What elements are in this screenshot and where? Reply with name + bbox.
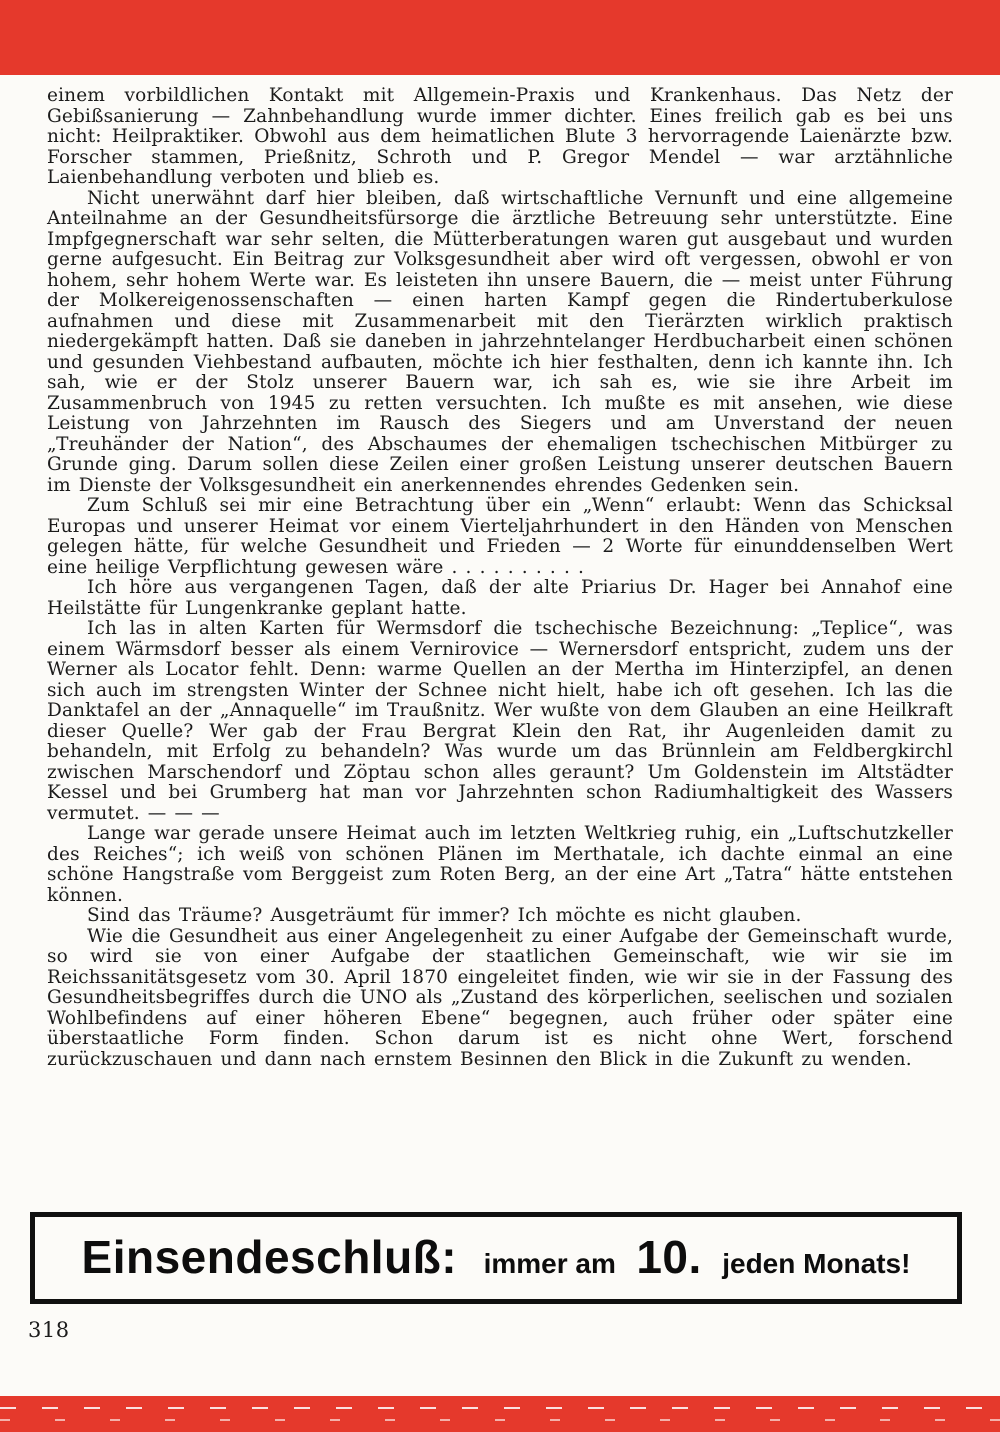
deadline-headline: Einsendeschluß: (81, 1231, 458, 1283)
deadline-tail-text: jeden Monats! (722, 1248, 911, 1279)
paragraph: Wie die Gesundheit aus einer Angelegenheit zu einer Aufgabe der Gemeinschaft wurde, so wird sie von einer Aufgabe der staatlichen Gemeinschaft, wie wir sie im Reichssanitätsgesetz vom 30. April 1870 eingeleitet finden, wie wir sie in der Fassung des Gesundheitsbegriffes durch die UNO als „Zustand des körperlichen, seelischen und sozialen Wohlbefindens auf einer höheren Ebene“ begegnen, auch früher oder später eine überstaatliche Form finden. Schon darum ist es nicht ohne Wert, forschend zurückzuschauen und dann nach ernstem Besinnen den Blick in die Zukunft zu wenden. (47, 925, 953, 1070)
paragraph: Lange war gerade unsere Heimat auch im letzten Weltkrieg ruhig, ein „Luftschutzkeller des Reiches“; ich weiß von schönen Plänen im Merthatale, ich dachte einmal an eine schöne Hangstraße vom Berggeist zum Roten Berg, an der eine Art „Tatra“ hätte entstehen können. (47, 823, 953, 906)
paragraph: Ich las in alten Karten für Wermsdorf die tschechische Bezeichnung: „Teplice“, was einem Wärmsdorf besser als einem Vernirovice — Wernersdorf entspricht, zudem uns der Werner als Locator fehlt. Denn: warme Quellen an der Mertha im Hinterzipfel, an denen sich auch im strengsten Winter der Schnee nicht hielt, habe ich oft gesehen. Ich las die Danktafel an der „Annaquelle“ im Traußnitz. Wer wußte von dem Glauben an eine Heilkraft dieser Quelle? Wer gab der Frau Bergrat Klein den Rat, ihr Augenleiden damit zu behandeln, mit Erfolg zu behandeln? Was wurde um das Brünnlein am Feldbergkirchl zwischen Marschendorf und Zöptau schon alles geraunt? Um Goldenstein im Altstädter Kessel und bei Grumberg hat man vor Jahrzehnten schon Radiumhaltigkeit des Wassers vermutet. — — — (47, 618, 953, 824)
deadline-day-number: 10. (636, 1231, 702, 1283)
paragraph: einem vorbildlichen Kontakt mit Allgemein-Praxis und Krankenhaus. Das Netz der Gebißsanierung — Zahnbehandlung wurde immer dichter. Eines freilich gab es bei uns nicht: Heilpraktiker. Obwohl aus dem heimatlichen Blute 3 hervorragende Laienärzte bzw. Forscher stammen, Prießnitz, Schroth und P. Gregor Mendel — war arztähnliche Laienbehandlung verboten und blieb es. (47, 85, 953, 188)
paragraph: Zum Schluß sei mir eine Betrachtung über ein „Wenn“ erlaubt: Wenn das Schicksal Europas und unserer Heimat vor einem Vierteljahrhundert in den Händen von Menschen gelegen hätte, für welche Gesundheit und Frieden — 2 Worte für einunddenselben Wert eine heilige Verpflichtung gewesen wäre . . . . . . . . . . (47, 495, 953, 578)
article-text (47, 86, 953, 1070)
paragraph: Ich höre aus vergangenen Tagen, daß der alte Priarius Dr. Hager bei Annahof eine Heilstätte für Lungenkranke geplant hatte. (47, 577, 953, 619)
deadline-mid-text: immer am (483, 1248, 616, 1279)
page-number: 318 (28, 1318, 70, 1342)
top-edge-band (0, 0, 1000, 75)
paragraph: Nicht unerwähnt darf hier bleiben, daß wirtschaftliche Vernunft und eine allgemeine Anteilnahme an der Gesundheitsfürsorge die ärztliche Betreuung sehr unterstützte. Eine Impfgegnerschaft war sehr selten, die Mütterberatungen waren gut ausgebaut und wurden gerne aufgesucht. Ein Beitrag zur Volksgesundheit aber wird oft vergessen, obwohl er von hohem, sehr hohem Werte war. Es leisteten ihn unsere Bauern, die — meist unter Führung der Molkereigenossenschaften — einen harten Kampf gegen die Rindertuberkulose aufnahmen und diese mit Zusammenarbeit mit den Tierärzten wirklich praktisch niedergekämpft hatten. Daß sie daneben in jahrzehntelanger Herdbucharbeit einen schönen und gesunden Viehbestand aufbauten, möchte ich hier festhalten, denn ich kannte ihn. Ich sah, wie er der Stolz unserer Bauern war, ich sah es, wie sie ihre Arbeit im Zusammenbruch von 1945 zu retten versuchten. Ich mußte es mit ansehen, wie diese Leistung von Jahrzehnten im Rausch des Siegers und am Unverstand der neuen „Treuhänder der Nation“, des Abschaumes der ehemaligen tschechischen Mitbürger zu Grunde ging. Darum sollen diese Zeilen einer großen Leistung unserer deutschen Bauern im Dienste der Volksgesundheit ein anerkennendes ehrendes Gedenken sein. (47, 187, 953, 496)
paragraph: Sind das Träume? Ausgeträumt für immer? Ich möchte es nicht glauben. (87, 905, 802, 926)
submission-deadline-banner (30, 1212, 962, 1304)
bottom-edge-band (0, 1396, 1000, 1432)
